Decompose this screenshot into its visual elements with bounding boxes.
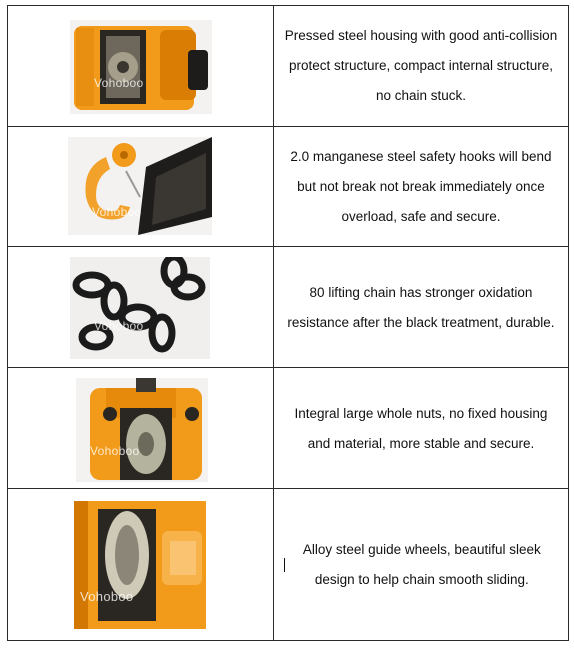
image-watermark: Vohoboo	[90, 444, 140, 458]
feature-row	[8, 246, 568, 368]
feature-description: 2.0 manganese steel safety hooks will bend but not break not break immediately once overload, safe and secure.	[290, 149, 552, 224]
feature-description	[274, 489, 568, 641]
nuts-photo	[76, 378, 208, 482]
image-cell	[8, 6, 273, 126]
feature-description: Integral large whole nuts, no fixed housing and material, more stable and secure.	[294, 405, 548, 451]
feature-row	[8, 488, 568, 641]
feature-description: Pressed steel housing with good anti-collision protect structure, compact internal structure, no chain stuck.	[284, 28, 558, 103]
guide-wheels-photo	[74, 501, 206, 629]
chain-photo	[70, 257, 210, 359]
image-watermark: Vohoboo	[94, 319, 144, 333]
image-watermark: Vohoboo	[92, 205, 142, 219]
image-cell	[8, 368, 273, 489]
feature-table	[7, 5, 569, 641]
housing-photo	[70, 20, 212, 114]
image-watermark: Vohoboo	[94, 76, 144, 90]
image-cell	[8, 247, 273, 368]
feature-row	[8, 6, 568, 126]
hook-photo	[68, 137, 212, 235]
feature-description: 80 lifting chain has stronger oxidation resistance after the black treatment, durable.	[287, 284, 555, 330]
feature-row	[8, 367, 568, 489]
feature-row	[8, 126, 568, 247]
image-cell	[8, 127, 273, 247]
image-cell	[8, 489, 273, 641]
text-cursor	[284, 558, 285, 572]
image-watermark: Vohoboo	[80, 589, 134, 604]
feature-description-text: Alloy steel guide wheels, beautiful sleek design to help chain smooth sliding.	[302, 542, 541, 587]
